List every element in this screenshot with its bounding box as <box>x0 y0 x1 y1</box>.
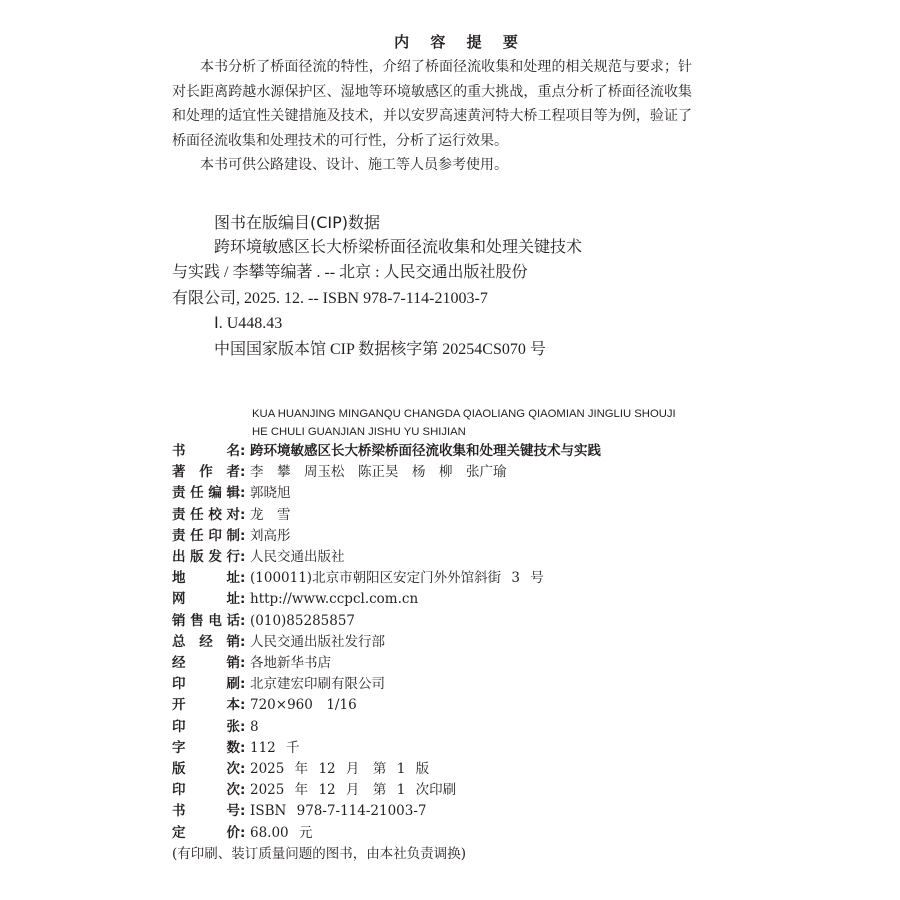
record-row <box>172 632 601 653</box>
record-label: 责任校对 <box>172 506 240 523</box>
record-value: 68.00 元 <box>250 824 313 841</box>
record-colon: : <box>240 591 246 608</box>
record-value: 刘高彤 <box>250 527 291 544</box>
record-label: 出版发行 <box>172 549 240 566</box>
quality-note: (有印刷、装订质量问题的图书，由本社负责调换) <box>172 845 467 862</box>
record-row <box>172 589 601 610</box>
record-colon: : <box>240 570 246 587</box>
cip-line: 跨环境敏感区长大桥梁桥面径流收集和处理关键技术 <box>214 239 583 256</box>
record-row <box>172 823 601 844</box>
pinyin-line: HE CHULI GUANJIAN JISHU YU SHIJIAN <box>252 426 466 438</box>
record-colon: : <box>240 824 246 841</box>
record-row <box>172 674 601 695</box>
cip-block <box>172 235 692 362</box>
record-colon: : <box>240 655 246 672</box>
summary-abstract <box>172 55 692 178</box>
record-label: 开本 <box>172 697 240 714</box>
record-value: 李 攀 周玉松 陈正昊 杨 柳 张广瑜 <box>250 464 507 481</box>
record-row <box>172 462 601 483</box>
record-label: 定价 <box>172 824 240 841</box>
record-colon: : <box>240 633 246 650</box>
record-label: 总经销 <box>172 633 240 650</box>
cip-line: 中国国家版本馆 CIP 数据核字第 20254CS070 号 <box>214 340 546 358</box>
record-colon: : <box>240 676 246 693</box>
record-value: 2025 年 12 月 第 1 次印刷 <box>250 782 457 799</box>
record-colon: : <box>240 549 246 566</box>
record-row <box>172 695 601 716</box>
cip-title: 图书在版编目(CIP)数据 <box>214 213 381 232</box>
record-colon: : <box>240 739 246 756</box>
record-value: 112 千 <box>250 739 300 756</box>
record-colon: : <box>240 527 246 544</box>
record-value: (100011)北京市朝阳区安定门外外馆斜街 3 号 <box>250 570 544 587</box>
record-row <box>172 483 601 504</box>
summary-paragraph: 本书分析了桥面径流的特性，介绍了桥面径流收集和处理的相关规范与要求；针对长距离跨越水源保护区、湿地等环境敏感区的重大挑战，重点分析了桥面径流收集和处理的适宜性关键措施及技术，并以安罗高速黄河特大桥工程项目等为例，验证了桥面径流收集和处理技术的可行性，分析了运行效果。 <box>172 59 692 149</box>
record-row <box>172 801 601 822</box>
record-row <box>172 780 601 801</box>
record-row <box>172 441 601 462</box>
record-value: (010)85285857 <box>250 612 356 629</box>
record-label: 网址 <box>172 591 240 608</box>
record-colon: : <box>240 485 246 502</box>
pinyin-line: KUA HUANJING MINGANQU CHANGDA QIAOLIANG QIAOMIAN JINGLIU SHOUJI <box>252 408 676 420</box>
summary-title: 内 容 提 要 <box>394 33 526 51</box>
record-colon: : <box>240 803 246 820</box>
record-row <box>172 526 601 547</box>
record-colon: : <box>240 761 246 778</box>
record-label: 著作者 <box>172 464 240 481</box>
record-colon: : <box>240 464 246 481</box>
cip-line: Ⅰ. U448.43 <box>214 315 283 333</box>
record-label: 经销 <box>172 655 240 672</box>
record-colon: : <box>240 612 246 629</box>
cip-line: 有限公司, 2025. 12. -- ISBN 978-7-114-21003-7 <box>172 289 488 307</box>
record-row <box>172 611 601 632</box>
record-value: 龙 雪 <box>250 506 291 523</box>
record-value: 跨环境敏感区长大桥梁桥面径流收集和处理关键技术与实践 <box>250 443 601 459</box>
record-value: 人民交通出版社 <box>250 549 345 566</box>
summary-paragraph: 本书可供公路建设、设计、施工等人员参考使用。 <box>200 157 508 174</box>
record-label: 书名 <box>172 443 240 459</box>
record-row <box>172 759 601 780</box>
record-value: http://www.ccpcl.com.cn <box>250 591 419 608</box>
record-value: 各地新华书店 <box>250 655 331 672</box>
publication-records <box>172 441 601 865</box>
record-label: 印张 <box>172 718 240 735</box>
record-colon: : <box>240 443 246 459</box>
record-colon: : <box>240 782 246 799</box>
record-label: 印刷 <box>172 676 240 693</box>
record-label: 责任编辑 <box>172 485 240 502</box>
record-label: 地址 <box>172 570 240 587</box>
record-row <box>172 653 601 674</box>
record-label: 书号 <box>172 803 240 820</box>
record-label: 版次 <box>172 761 240 778</box>
record-row <box>172 717 601 738</box>
record-value: 2025 年 12 月 第 1 版 <box>250 761 430 778</box>
cip-line: 与实践 / 李攀等编著 . -- 北京 : 人民交通出版社股份 <box>172 264 528 282</box>
pinyin-title <box>252 405 676 441</box>
record-colon: : <box>240 718 246 735</box>
record-colon: : <box>240 697 246 714</box>
record-label: 印次 <box>172 782 240 799</box>
record-label: 销售电话 <box>172 612 240 629</box>
record-value: 北京建宏印刷有限公司 <box>250 676 385 693</box>
record-row <box>172 568 601 589</box>
record-value: 8 <box>250 718 259 735</box>
record-label: 责任印制 <box>172 527 240 544</box>
record-value: ISBN 978-7-114-21003-7 <box>250 803 427 820</box>
record-value: 人民交通出版社发行部 <box>250 633 385 650</box>
record-value: 720×960 1/16 <box>250 697 357 714</box>
record-label: 字数 <box>172 739 240 756</box>
record-colon: : <box>240 506 246 523</box>
record-value: 郭晓旭 <box>250 485 291 502</box>
record-row <box>172 738 601 759</box>
record-row <box>172 547 601 568</box>
record-row <box>172 505 601 526</box>
